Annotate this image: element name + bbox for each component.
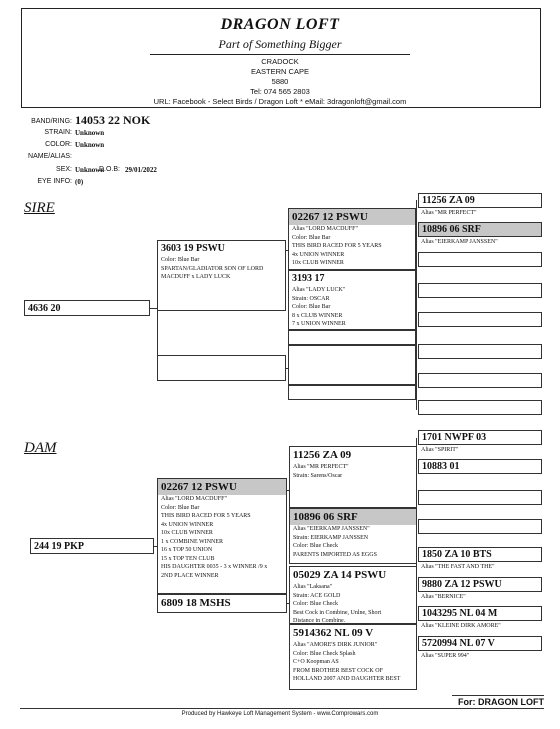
sire-ring: 4636 20	[28, 303, 61, 314]
eye-info-value: (0)	[75, 178, 84, 186]
detail-line: MACDUFF x LADY LUCK	[161, 274, 231, 280]
color-label: COLOR:	[45, 141, 72, 148]
loft-subtitle: Part of Something Bigger	[218, 37, 342, 51]
dam-fm-ring: 10896 06 SRF	[290, 509, 416, 525]
detail-line: Alias "EIERKAMP JANSSEN"	[293, 526, 370, 532]
telephone: Tel: 074 565 2803	[250, 87, 310, 96]
dam-mmm-alias: Alias "SUPER 994"	[421, 653, 470, 659]
dam-fff-box	[418, 430, 542, 445]
dam-fmf-box	[418, 490, 542, 505]
detail-line: Best Cock in Combine, Unlne, Short	[293, 609, 382, 616]
detail-line: Color: Blue Check Splash	[293, 650, 356, 657]
dam-mfm-box	[418, 577, 542, 592]
address-town: CRADOCK	[261, 57, 299, 66]
detail-line: THIS BIRD RACED FOR 5 YEARS	[292, 243, 382, 249]
dam-mmf-ring: 1043295 NL 04 M	[422, 608, 498, 619]
detail-line: 2ND PLACE WINNER	[161, 572, 219, 579]
detail-line: Alias "LORD MACDUFF"	[292, 226, 358, 232]
sire-fmf-box	[418, 252, 542, 267]
sire-ffm-box	[418, 222, 542, 237]
dam-father-box	[157, 478, 287, 594]
detail-line: Distance in Combine.	[293, 618, 346, 624]
detail-line: Color: Blue Bar	[161, 257, 200, 263]
detail-line: Color: Blue Check	[293, 543, 338, 549]
detail-line: 10x CLUB WINNER	[161, 530, 213, 536]
connector	[416, 438, 417, 668]
sire-mff-box	[418, 312, 542, 327]
dam-mff-ring: 1850 ZA 10 BTS	[422, 549, 492, 560]
dam-mff-box	[418, 547, 542, 562]
detail-line: C+O Koopman AS	[293, 659, 339, 665]
sex-label: SEX:	[56, 166, 72, 173]
sire-ffm-alias: Alias "EIERKAMP JANSSEN"	[421, 239, 498, 245]
address-province: EASTERN CAPE	[251, 67, 309, 76]
sire-ff-ring: 02267 12 PSWU	[289, 209, 415, 225]
sire-mother-box	[157, 355, 286, 381]
strain-value: Unknown	[75, 129, 105, 137]
detail-line: Strain: OSCAR	[292, 295, 330, 302]
detail-line: FROM BROTHER BEST COCK OF	[293, 667, 383, 674]
dam-ff-ring: 11256 ZA 09	[293, 449, 352, 461]
detail-line: Strain: ACE GOLD	[293, 592, 341, 599]
detail-line: Color: Blue Check	[293, 601, 338, 607]
detail-line: 16 x TOP 50 UNION	[161, 547, 213, 553]
detail-line: 4x UNION WINNER	[292, 251, 345, 258]
dam-ff-box	[289, 446, 417, 508]
dob-value: 29/01/2022	[125, 166, 157, 174]
dam-mfm-ring: 9880 ZA 12 PSWU	[422, 579, 502, 590]
sire-father-ring: 3603 19 PSWU	[161, 243, 225, 254]
detail-line: Alias "Laksana"	[293, 584, 333, 590]
footer-produced: Produced by Hawkeye Loft Management System - www.Comprowars.com	[181, 711, 379, 717]
dam-mother-box	[157, 594, 287, 613]
dam-box	[30, 538, 154, 554]
dam-heading: DAM	[24, 440, 57, 456]
detail-line: SPARTAN/GLADIATOR SON OF LORD	[161, 265, 264, 272]
footer-rule	[452, 695, 544, 696]
sire-mf-box	[288, 330, 416, 345]
dam-father-ring: 02267 12 PSWU	[158, 479, 286, 495]
detail-line: Alias "LADY LUCK"	[292, 287, 346, 293]
color-value: Unknown	[75, 141, 105, 149]
sire-fff-box	[418, 193, 542, 208]
detail-line: Alias "MR PERFECT"	[293, 464, 349, 470]
detail-line: 10x CLUB WINNER	[292, 260, 344, 266]
dam-mmm-box	[418, 636, 542, 651]
detail-line: 1 x COMBINE WINNER	[161, 538, 224, 545]
detail-line: HIS DAUGHTER 0035 - 3 x WINNER /9 x	[161, 564, 268, 570]
sire-ffm-ring: 10896 06 SRF	[422, 224, 481, 235]
sire-mmf-box	[418, 373, 542, 388]
dam-fm-box	[289, 508, 417, 564]
sire-fm-box	[288, 270, 416, 330]
sire-mf-detail	[288, 345, 416, 385]
sire-mm-box	[288, 385, 416, 400]
detail-line: Color: Blue Bar	[161, 504, 200, 511]
detail-line: THIS BIRD RACED FOR 5 YEARS	[161, 513, 251, 519]
detail-line: HOLLAND 2007 AND DAUGHTER BEST	[293, 676, 401, 682]
sex-value: Unknown	[75, 166, 105, 174]
connector	[416, 200, 417, 410]
dob-label: D.O.B:	[98, 166, 120, 173]
dam-mff-alias: Alias "THE FAST AND THE"	[421, 564, 495, 570]
detail-line: Color: Blue Bar	[292, 304, 331, 310]
sire-fm-ring: 3193 17	[292, 273, 325, 284]
dam-mfm-alias: Alias "BERNICE"	[421, 594, 466, 600]
sire-father-box	[157, 240, 286, 311]
footer-divider	[20, 708, 544, 709]
sire-fff-ring: 11256 ZA 09	[422, 195, 475, 206]
dam-mother-ring: 6809 18 MSHS	[161, 597, 231, 609]
sire-fff-alias: Alias "MR PERFECT"	[421, 210, 477, 216]
detail-line: Strain: EIERKAMP JANSSEN	[293, 534, 369, 541]
eye-info-label: EYE INFO:	[37, 178, 72, 185]
detail-line: Color: Blue Bar	[292, 234, 331, 241]
dam-ffm-ring: 10883 01	[422, 461, 460, 472]
detail-line: Alias "AMORE'S DIRK JUNIOR"	[293, 642, 378, 648]
dam-mmm-ring: 5720994 NL 07 V	[422, 638, 495, 649]
address-postcode: 5880	[271, 77, 289, 86]
detail-line: 4x UNION WINNER	[161, 521, 214, 528]
dam-fff-ring: 1701 NWPF 03	[422, 432, 487, 443]
dam-mmf-box	[418, 606, 542, 621]
detail-line: 7 x UNION WINNER	[292, 321, 346, 327]
dam-mf-ring: 05029 ZA 14 PSWU	[293, 569, 387, 581]
sire-fmm-box	[418, 283, 542, 298]
contact-url: URL: Facebook - Select Birds / Dragon Loft * eMail: 3dragonloft@gmail.com	[153, 97, 407, 106]
name-alias-label: NAME/ALIAS:	[28, 153, 72, 160]
loft-title: DRAGON LOFT	[220, 16, 340, 33]
dam-fmm-box	[418, 519, 542, 534]
sire-mfm-box	[418, 344, 542, 359]
sire-ff-box	[288, 208, 416, 270]
detail-line: Alias "LORD MACDUFF"	[161, 496, 227, 502]
dam-mf-box	[289, 566, 417, 624]
dam-fff-alias: Alias "SPIRIT"	[421, 447, 459, 453]
detail-line: Strain: Sarens/Oscar	[293, 472, 343, 479]
dam-ffm-box	[418, 459, 542, 474]
detail-line: 15 x TOP TEN CLUB	[161, 555, 215, 562]
band-label: BAND/RING:	[31, 118, 72, 125]
sire-box	[24, 300, 150, 316]
strain-label: STRAIN:	[44, 129, 72, 136]
sire-mmm-box	[418, 400, 542, 415]
dam-mm-ring: 5914362 NL 09 V	[293, 627, 374, 639]
detail-line: PARENTS IMPORTED AS EGGS	[293, 551, 377, 558]
detail-line: 8 x CLUB WINNER	[292, 312, 343, 319]
dam-ring: 244 19 PKP	[34, 541, 84, 552]
footer-for: For: DRAGON LOFT	[458, 697, 544, 707]
dam-mmf-alias: Alias "KLEINE DIRK AMORE"	[421, 623, 501, 629]
band-value: 14053 22 NOK	[75, 113, 151, 127]
header-divider	[150, 54, 410, 55]
sire-heading: SIRE	[24, 200, 55, 216]
dam-mm-box	[289, 624, 417, 690]
